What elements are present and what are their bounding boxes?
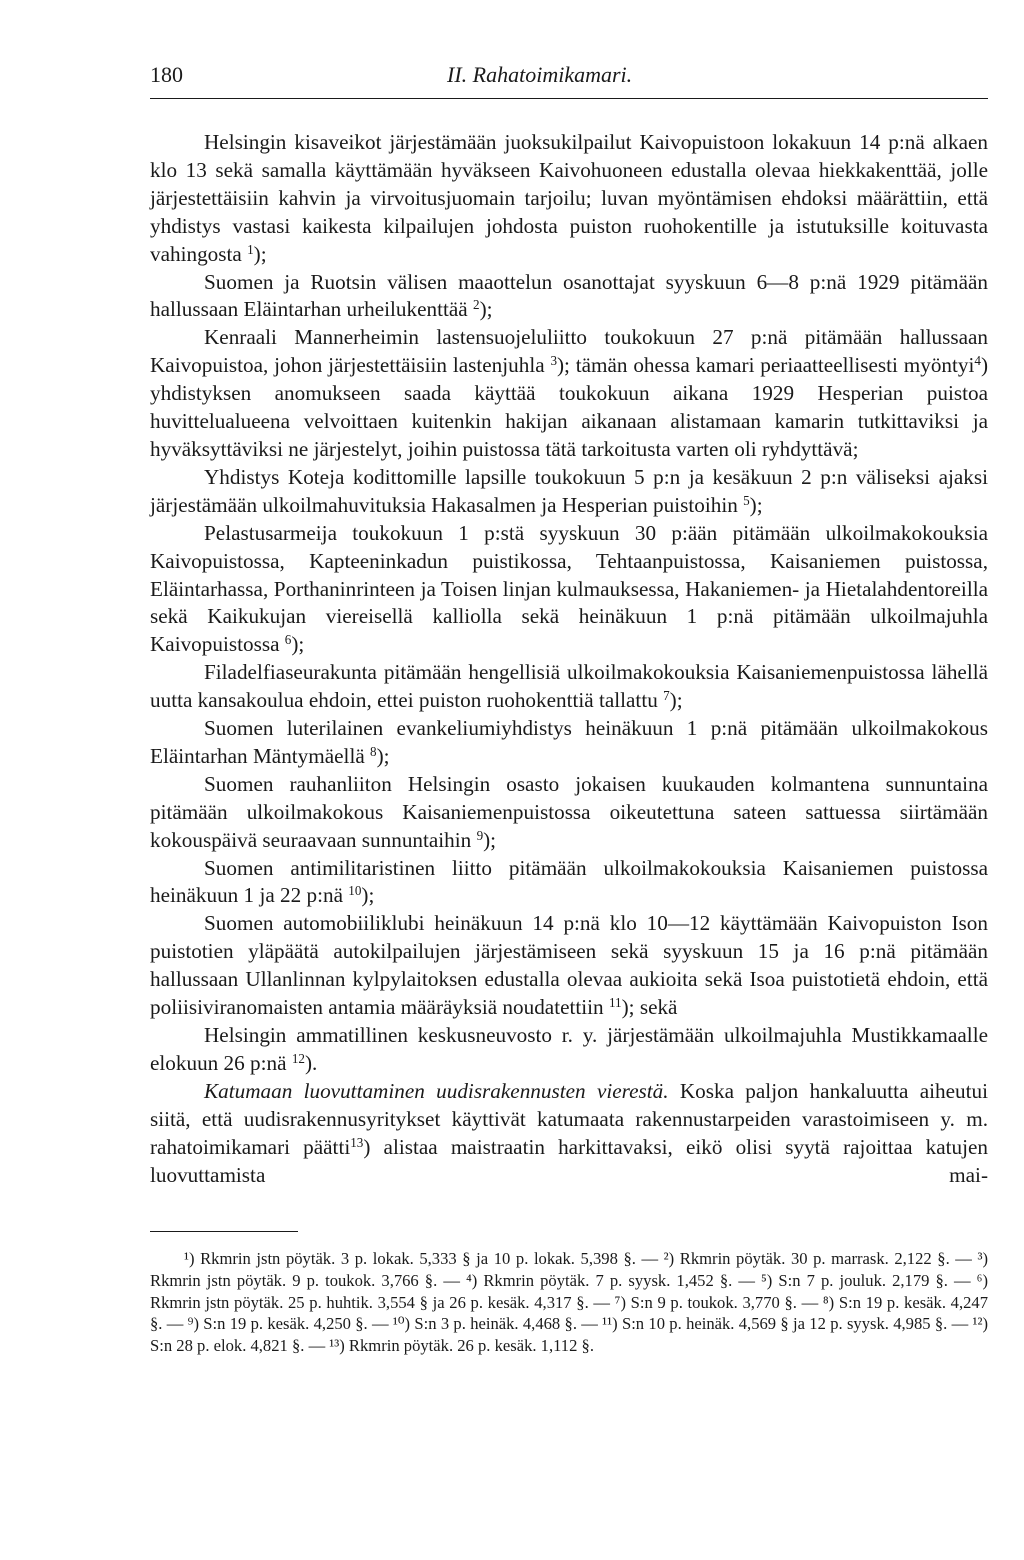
footnote-ref: 3 [550, 353, 557, 369]
footnote-ref: 6 [284, 632, 292, 648]
paragraph-katumaan: Katumaan luovuttaminen uudisrakennusten vierestä. Koska paljon hankaluutta aiheutui siitä, että uudisrakennusyritykset käyttivät katumaata rakennustarpeiden varastoimiseen y. m. rahatoimikamari päätti$^{13}$) alistaa maistraatin harkittavaksi, eikö olisi syytä rajoittaa katujen luovuttamista mai- [150, 1078, 989, 1187]
footnote-ref: 11 [608, 994, 622, 1010]
footnote-ref: 4 [974, 353, 981, 369]
paragraph: Filadelfiaseurakunta pitämään hengellisiä ulkoilmakokouksia Kaisaniemenpuistossa lähellä uutta kansakoulua ehdoin, ettei puiston ruohokenttiä tallattu $^7$); [150, 660, 988, 713]
paragraph: Helsingin kisaveikot järjestämään juoksukilpailut Kaivopuistoon lokakuun 14 p:nä alkaen klo 13 sekä samalla käyttämään hyväkseen Kaivohuoneen edustalla olevaa hiekkakenttää, jolle järjestettäisiin kahvin ja virvoitusjuomain tarjoilu; luvan myöntämisen ehdoksi määrättiin, että yhdistys vastasi kaikesta kilpailujen johdosta puiston ruohokentille ja istutuksille koituvasta vahingosta $^1$); [150, 130, 988, 266]
footnote-ref: 10 [348, 883, 362, 899]
footnote-ref: 9 [476, 827, 484, 843]
footnotes [150, 1248, 988, 1356]
body-text [150, 129, 988, 1189]
footnote-rule [150, 1231, 298, 1232]
paragraph: Suomen rauhanliiton Helsingin osasto jokaisen kuukauden kolmantena sunnuntaina pitämään ulkoilmakokous Kaisaniemenpuistossa oikeutettuna sateen sattuessa siirtämään kokouspäivä seuraavaan sunnuntaihin $^9$); [150, 771, 988, 852]
paragraph: Suomen ja Ruotsin välisen maaottelun osanottajat syyskuun 6—8 p:nä 1929 pitämään hallussaan Eläintarhan urheilukenttää $^2$); [150, 269, 988, 322]
footnote-ref: 8 [370, 743, 377, 759]
paragraph: Kenraali Mannerheimin lastensuojeluliitto toukokuun 27 p:nä pitämään hallussaan Kaivopuistoa, johon järjestettäisiin lastenjuhla $^3$); tämän ohessa kamari periaatteellisesti myöntyi$^4$) yhdistyksen anomukseen saada käyttää toukokuun aikana 1929 Hesperian puistoa huvittelualueena velvoittaen kuitenkin hakijan aikanaan alistamaan kamarin tutkittaviksi ja hyväksyttäviksi ne järjestelyt, joihin puistossa tätä tarkoitusta varten oli ryhdyttävä; [150, 325, 988, 461]
footnote-ref: 1 [247, 241, 254, 257]
header-rule [150, 98, 988, 99]
footnote-ref: 5 [743, 492, 750, 508]
footnote-ref: 12 [291, 1050, 305, 1066]
chapter-title: II. Rahatoimikamari. [447, 62, 633, 87]
document-page [150, 58, 988, 1356]
footnote-ref: 7 [663, 687, 670, 703]
paragraph: Yhdistys Koteja kodittomille lapsille toukokuun 5 p:n ja kesäkuun 2 p:n väliseksi ajaksi järjestämään ulkoilmahuvituksia Hakasalmen ja Hesperian puistoihin $^5$); [150, 464, 988, 517]
paragraph: Suomen automobiiliklubi heinäkuun 14 p:nä klo 10—12 käyttämään Kaivopuiston Ison puistotien yläpäätä autokilpailujen järjestämiseen sekä syyskuun 15 ja 16 p:nä pitämään hallussaan Ullanlinnan kylpylaitoksen edustalla olevaa aukioita sekä Isoa puistotietä ehdoin, että poliisiviranomaisten antamia määräyksiä noudatettiin $^{11}$); sekä [150, 911, 988, 1020]
paragraph: Helsingin ammatillinen keskusneuvosto r. y. järjestämään ulkoilmajuhla Mustikkamaalle elokuun 26 p:nä $^{12}$). [150, 1023, 988, 1075]
paragraph: Suomen antimilitaristinen liitto pitämään ulkoilmakokouksia Kaisaniemen puistossa heinäkuun 1 ja 22 p:nä $^{10}$); [150, 855, 988, 908]
page-number: 180 [150, 62, 183, 87]
section-lead-italic: Katumaan luovuttaminen uudisrakennusten vierestä. [204, 1078, 669, 1103]
footnotes-text: ¹) Rkmrin jstn pöytäk. 3 p. lokak. 5,333 § ja 10 p. lokak. 5,398 §. — ²) Rkmrin pöytäk. 30 p. marrask. 2,122 §. — ³) Rkmrin jstn pöytäk. 9 p. toukok. 3,766 §. — ⁴) Rkmrin pöytäk. 7 p. syysk. 1,452 §. — ⁵) S:n 7 p. jouluk. 2,179 §. — ⁶) Rkmrin jstn pöytäk. 25 p. huhtik. 3,554 § ja 26 p. kesäk. 4,317 §. — ⁷) S:n 9 p. toukok. 3,770 §. — ⁸) S:n 19 p. kesäk. 4,247 §. — ⁹) S:n 19 p. kesäk. 4,250 §. — ¹⁰) S:n 3 p. heinäk. 4,468 §. — ¹¹) S:n 10 p. heinäk. 4,569 § ja 12 p. syysk. 4,985 §. — ¹²) S:n 28 p. elok. 4,821 §. — ¹³) Rkmrin pöytäk. 26 p. kesäk. 1,112 §. [150, 1249, 988, 1355]
footnote-ref: 13 [350, 1134, 364, 1150]
footnote-ref: 2 [473, 297, 480, 313]
running-head [150, 58, 988, 92]
paragraph: Pelastusarmeija toukokuun 1 p:stä syyskuun 30 p:ään pitämään ulkoilmakokouksia Kaivopuistossa, Kapteeninkadun puistikossa, Tehtaanpuistossa, Kaisaniemen puistossa, Eläintarhassa, Porthaninrinteen ja Toisen linjan kulmauksessa, Hakaniemen- ja Hietalahdentoreilla sekä Kaikukujan viereisellä kalliolla sekä heinäkuun 1 p:nä pitämään ulkoilmajuhla Kaivopuistossa $^6$); [150, 520, 988, 657]
paragraph: Suomen luterilainen evankeliumiyhdistys heinäkuun 1 p:nä pitämään ulkoilmakokous Eläintarhan Mäntymäellä $^8$); [150, 716, 988, 768]
